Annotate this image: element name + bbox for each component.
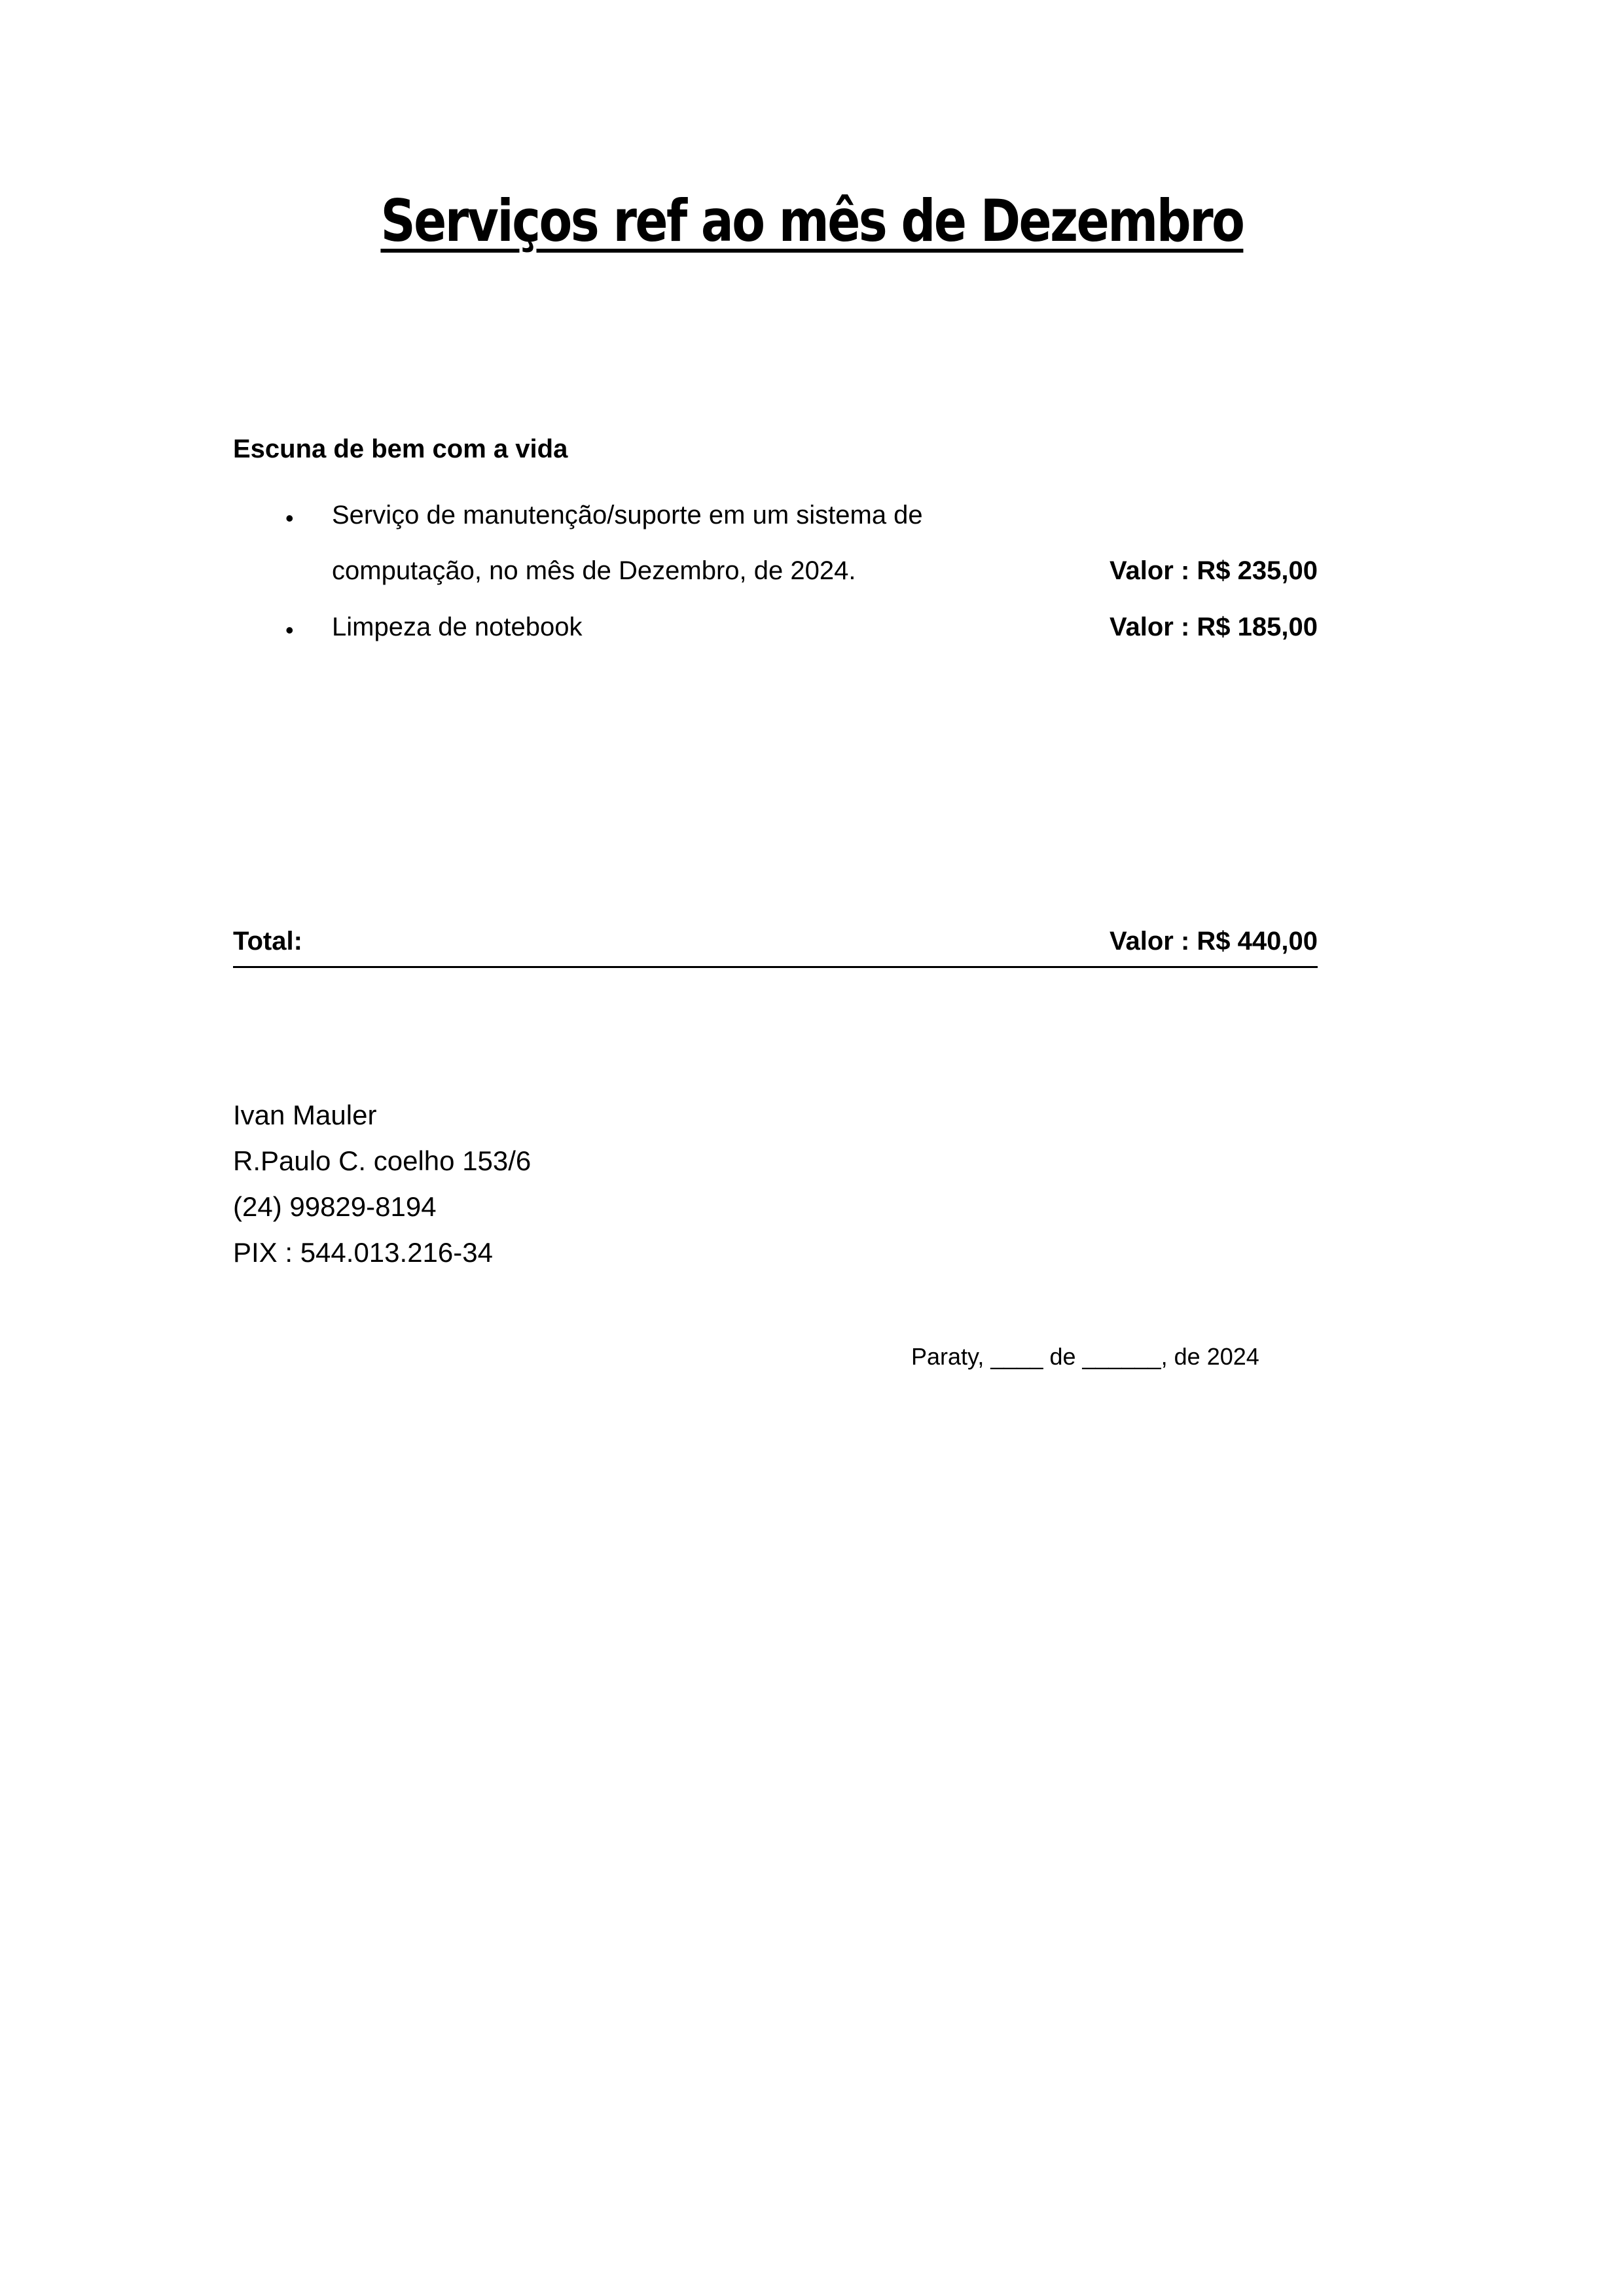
contact-phone: (24) 99829-8194 <box>233 1191 437 1222</box>
total-row <box>233 927 1318 968</box>
item-1-value: Valor : R$ 235,00 <box>1110 556 1318 585</box>
client-name: Escuna de bem com a vida <box>233 435 568 463</box>
contact-pix: PIX : 544.013.216-34 <box>233 1237 493 1268</box>
date-line: Paraty, ____ de ______, de 2024 <box>911 1343 1259 1370</box>
bullet-icon: • <box>285 617 294 643</box>
item-2-description: Limpeza de notebook <box>332 613 583 641</box>
bullet-icon: • <box>285 505 294 531</box>
total-label: Total: <box>233 927 302 956</box>
total-value: Valor : R$ 440,00 <box>1110 927 1318 956</box>
item-2-value: Valor : R$ 185,00 <box>1110 613 1318 641</box>
item-1-description-line-2: computação, no mês de Dezembro, de 2024. <box>332 556 856 585</box>
contact-name: Ivan Mauler <box>233 1100 377 1130</box>
item-1-description-line-1: Serviço de manutenção/suporte em um sistema de <box>332 501 923 529</box>
contact-address: R.Paulo C. coelho 153/6 <box>233 1145 532 1176</box>
page-title: Serviços ref ao mês de Dezembro <box>380 187 1244 255</box>
